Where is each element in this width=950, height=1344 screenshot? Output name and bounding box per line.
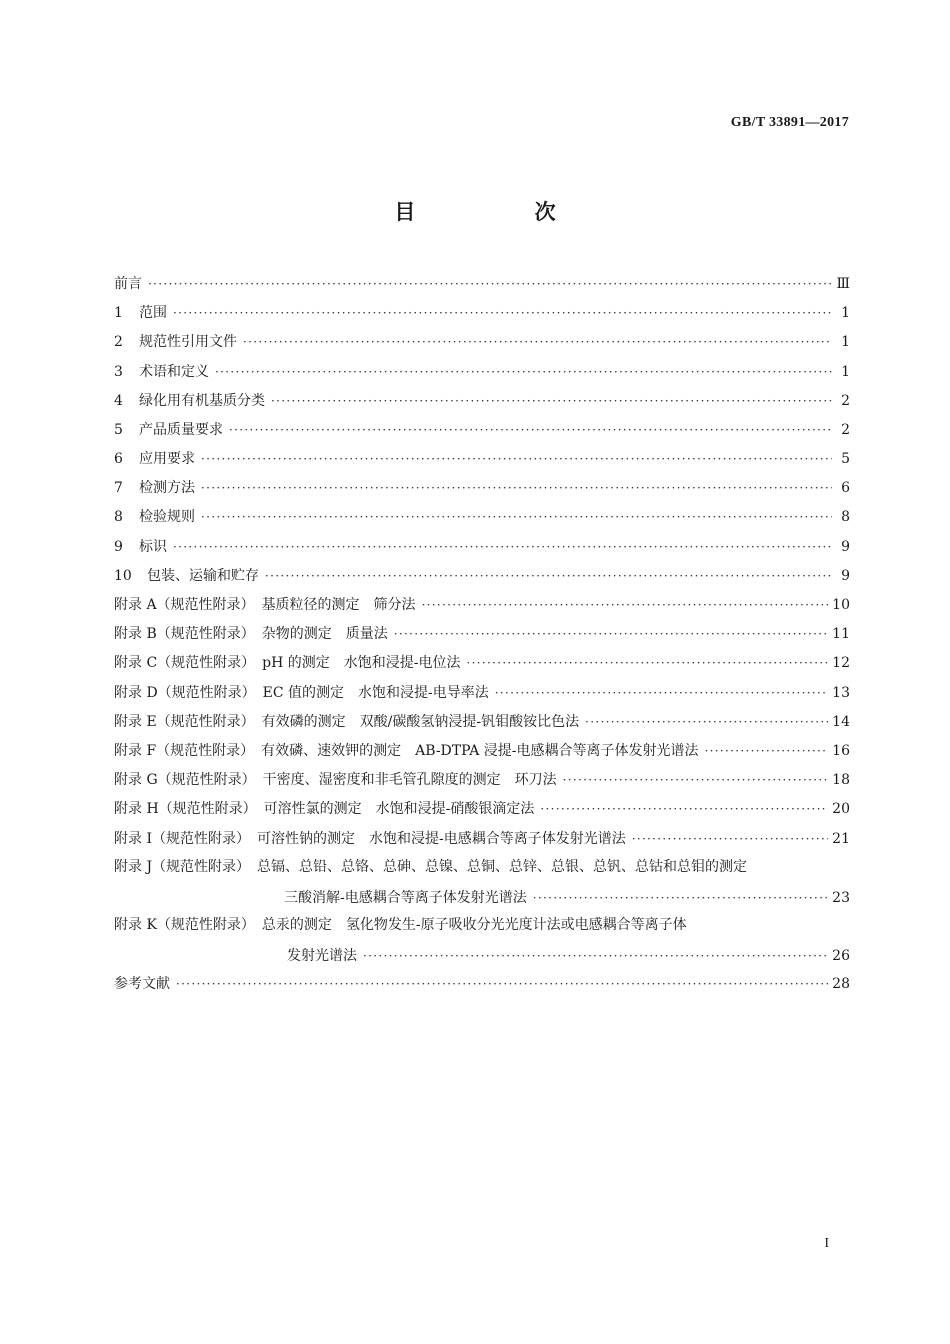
- toc-entry-page: 23: [832, 889, 850, 906]
- toc-entry-page: 2: [841, 421, 850, 438]
- toc-entry-chapter-7[interactable]: [114, 474, 850, 503]
- toc-entry-page: 20: [832, 801, 850, 818]
- toc-leader-dots: [173, 533, 832, 562]
- toc-entry-number: 9: [114, 538, 123, 555]
- toc-entry-page: 18: [832, 772, 850, 789]
- toc-entry-annex-d[interactable]: [114, 679, 850, 708]
- toc-entry-chapter-4[interactable]: [114, 387, 850, 416]
- toc-entry-page: 2: [841, 392, 850, 409]
- toc-leader-dots: [148, 270, 832, 299]
- toc-entry-chapter-6[interactable]: [114, 445, 850, 474]
- toc-entry-chapter-2[interactable]: [114, 328, 850, 357]
- toc-leader-dots: [201, 474, 832, 503]
- toc-entry-page: 10: [832, 597, 850, 614]
- toc-entry-page: 12: [832, 655, 850, 672]
- toc-leader-dots: [632, 825, 828, 854]
- toc-entry-annex-c[interactable]: [114, 649, 850, 678]
- toc-entry-page: 6: [841, 480, 850, 497]
- toc-entry-label: 附录 K（规范性附录） 总汞的测定 氢化物发生-原子吸收分光光度计法或电感耦合等离子体: [114, 916, 687, 933]
- toc-entry-page: 21: [832, 830, 850, 847]
- toc-entry-chapter-8[interactable]: [114, 504, 850, 533]
- toc-entry-label: 包装、运输和贮存: [147, 567, 259, 584]
- toc-entry-label: 附录 F（规范性附录） 有效磷、速效钾的测定 AB-DTPA 浸提-电感耦合等离子体发射光谱法: [114, 742, 699, 759]
- toc-entry-page: 9: [841, 567, 850, 584]
- toc-entry-label: 应用要求: [139, 451, 195, 468]
- toc-entry-page: 26: [832, 947, 850, 964]
- toc-entry-references[interactable]: [114, 970, 850, 999]
- toc-entry-label: 规范性引用文件: [139, 334, 237, 351]
- toc-entry-page: 28: [832, 975, 850, 992]
- toc-entry-label-continued: 三酸消解-电感耦合等离子体发射光谱法: [284, 889, 527, 906]
- toc-entry-annex-k-continued[interactable]: [114, 939, 850, 970]
- toc-entry-number: 4: [114, 392, 123, 409]
- toc-leader-dots: [265, 562, 832, 591]
- toc-leader-dots: [467, 649, 829, 678]
- toc-leader-dots: [585, 708, 828, 737]
- toc-entry-page: 11: [832, 626, 850, 643]
- toc-entry-annex-f[interactable]: [114, 737, 850, 766]
- toc-entry-label: 附录 D（规范性附录） EC 值的测定 水饱和浸提-电导率法: [114, 684, 489, 701]
- toc-entry-number: 10: [114, 567, 132, 584]
- toc-leader-dots: [540, 795, 828, 824]
- toc-entry-annex-j-continued[interactable]: [114, 881, 850, 912]
- toc-entry-annex-g[interactable]: [114, 766, 850, 795]
- toc-entry-number: 3: [114, 363, 123, 380]
- toc-entry-label-continued: 发射光谱法: [287, 947, 357, 964]
- toc-leader-dots: [422, 591, 829, 620]
- toc-entry-annex-k[interactable]: [114, 912, 850, 939]
- toc-entry-chapter-9[interactable]: [114, 533, 850, 562]
- toc-entry-label: 附录 G（规范性附录） 干密度、湿密度和非毛管孔隙度的测定 环刀法: [114, 772, 557, 789]
- standard-code: GB/T 33891—2017: [730, 115, 849, 130]
- toc-leader-dots: [363, 943, 828, 970]
- toc-entry-page: 9: [841, 538, 850, 555]
- toc-entry-annex-i[interactable]: [114, 825, 850, 854]
- toc-entry-page: Ⅲ: [836, 275, 850, 292]
- toc-entry-label: 术语和定义: [139, 363, 209, 380]
- toc-leader-dots: [173, 299, 832, 328]
- toc-entry-preface[interactable]: [114, 270, 850, 299]
- toc-entry-chapter-1[interactable]: [114, 299, 850, 328]
- toc-entry-label: 附录 H（规范性附录） 可溶性氯的测定 水饱和浸提-硝酸银滴定法: [114, 801, 535, 818]
- toc-leader-dots: [215, 358, 832, 387]
- toc-entry-label: 产品质量要求: [139, 421, 223, 438]
- toc-entry-label: 检验规则: [139, 509, 195, 526]
- toc-entry-label: 参考文献: [114, 975, 170, 992]
- toc-entry-label: 范围: [139, 305, 167, 322]
- toc-entry-page: 1: [841, 363, 850, 380]
- toc-entry-annex-h[interactable]: [114, 795, 850, 824]
- toc-entry-number: 8: [114, 509, 123, 526]
- toc-entry-chapter-3[interactable]: [114, 358, 850, 387]
- toc-leader-dots: [495, 679, 828, 708]
- toc-leader-dots: [533, 885, 828, 912]
- toc-entry-annex-b[interactable]: [114, 620, 850, 649]
- toc-entry-page: 8: [841, 509, 850, 526]
- toc-leader-dots: [176, 970, 828, 999]
- toc-entry-label: 附录 A（规范性附录） 基质粒径的测定 筛分法: [114, 597, 416, 614]
- toc-entry-annex-j[interactable]: [114, 854, 850, 881]
- toc-leader-dots: [243, 328, 832, 357]
- toc-entry-label: 标识: [139, 538, 167, 555]
- toc-leader-dots: [201, 445, 832, 474]
- toc-leader-dots: [271, 387, 832, 416]
- toc-entry-label: 附录 E（规范性附录） 有效磷的测定 双酸/碳酸氢钠浸提-钒钼酸铵比色法: [114, 713, 580, 730]
- toc-entry-label: 附录 C（规范性附录） pH 的测定 水饱和浸提-电位法: [114, 655, 461, 672]
- toc-entry-number: 6: [114, 451, 123, 468]
- toc-entry-page: 14: [832, 713, 850, 730]
- toc-entry-number: 7: [114, 480, 123, 497]
- toc-entry-page: 5: [841, 451, 850, 468]
- toc-entry-page: 1: [841, 305, 850, 322]
- toc-leader-dots: [563, 766, 829, 795]
- toc-entry-label: 附录 I（规范性附录） 可溶性钠的测定 水饱和浸提-电感耦合等离子体发射光谱法: [114, 830, 626, 847]
- toc-entry-label: 附录 B（规范性附录） 杂物的测定 质量法: [114, 626, 388, 643]
- toc-leader-dots: [201, 503, 832, 532]
- page-title: 目 次: [394, 200, 612, 224]
- toc-entry-chapter-10[interactable]: [114, 562, 850, 591]
- toc-entry-label: 附录 J（规范性附录） 总镉、总铅、总铬、总砷、总镍、总铜、总锌、总银、总钒、总钴和总钼的测定: [114, 858, 748, 875]
- toc-entry-label: 绿化用有机基质分类: [139, 392, 265, 409]
- toc-entry-chapter-5[interactable]: [114, 416, 850, 445]
- toc-entry-number: 1: [114, 305, 123, 322]
- toc-entry-label: 检测方法: [139, 480, 195, 497]
- toc-entry-number: 5: [114, 421, 123, 438]
- toc-leader-dots: [705, 737, 829, 766]
- toc-entry-annex-e[interactable]: [114, 708, 850, 737]
- toc-entry-page: 1: [841, 334, 850, 351]
- table-of-contents: [114, 270, 850, 999]
- toc-entry-number: 2: [114, 334, 123, 351]
- toc-entry-annex-a[interactable]: [114, 591, 850, 620]
- page-number: I: [824, 1236, 829, 1251]
- toc-leader-dots: [394, 620, 828, 649]
- toc-entry-page: 16: [832, 742, 850, 759]
- toc-entry-page: 13: [832, 684, 850, 701]
- toc-leader-dots: [229, 416, 832, 445]
- toc-entry-label: 前言: [114, 275, 142, 292]
